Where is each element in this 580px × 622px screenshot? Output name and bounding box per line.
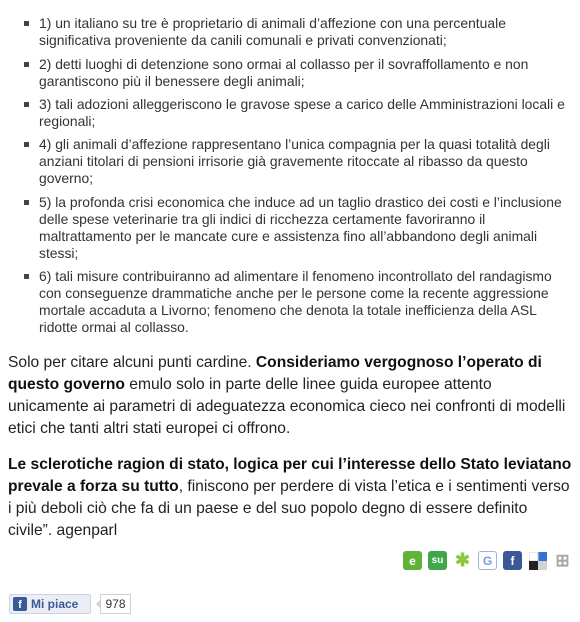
paragraph-2: Le sclerotiche ragion di stato, logica per cui l’interesse dello Stato leviatano prevale a forza su tutto, finiscono per perdere di vista l’etica e i sentimenti verso i più deboli ciò che fa di un paese e del suo popolo degno di essere definito civile”. agenparl	[8, 456, 572, 539]
bullet-icon	[24, 62, 29, 67]
bullet-icon	[24, 200, 29, 205]
bullet-icon	[24, 21, 29, 26]
like-count: 978	[100, 594, 131, 614]
bullet-icon	[24, 142, 29, 147]
stumbleupon-share-icon[interactable]: su	[428, 551, 447, 570]
facebook-icon: f	[13, 597, 27, 611]
like-button[interactable]	[9, 594, 91, 614]
bullet-icon	[24, 102, 29, 107]
list-item: 4) gli animali d’affezione rappresentano l’unica compagnia per la quasi totalità degli anziani titolari di pensioni irrisorie già gravemente ritoccate al ribasso da questo governo;	[39, 136, 575, 187]
like-label: Mi piace	[31, 597, 79, 611]
list-item: 3) tali adozioni alleggeriscono le gravose spese a carico delle Amministrazioni locali e regionali;	[39, 96, 575, 130]
google-share-icon[interactable]: G	[478, 551, 497, 570]
list-item: 2) detti luoghi di detenzione sono ormai al collasso per il sovraffollamento e non garantiscono più il benessere degli animali;	[39, 56, 575, 90]
paragraph-2-bold: Le sclerotiche ragion di stato, logica per cui l’interesse dello Stato leviatano prevale a forza su tutto	[8, 456, 572, 495]
more-share-icon[interactable]: ⊞	[555, 550, 570, 570]
evernote-share-icon[interactable]: e	[403, 551, 422, 570]
gear-share-icon[interactable]: ✱	[454, 550, 471, 570]
paragraph-1: Solo per citare alcuni punti cardine. Consideriamo vergognoso l’operato di questo governo emulo solo in parte delle linee guida europee attento unicamente ai parametri di adeguatezza economica cieco nei confronti di modelli etici che tanti altri stati europei ci offrono.	[8, 354, 566, 437]
share-bar	[403, 551, 573, 573]
list-item: 1) un italiano su tre è proprietario di animali d’affezione con una percentuale significativa proveniente da canili comunali e privati convenzionati;	[39, 15, 575, 49]
paragraph-1-bold: Consideriamo vergognoso l’operato di questo governo	[8, 354, 542, 393]
list-item: 6) tali misure contribuiranno ad alimentare il fenomeno incontrollato del randagismo con conseguenze drammatiche anche per le persone come la recente aggressione mortale accaduta a Livorno; fenomeno che denota la totale inefficienza della ASL ridotte ormai al collasso.	[39, 268, 575, 336]
bullet-icon	[24, 274, 29, 279]
list-item: 5) la profonda crisi economica che induce ad un taglio drastico dei costi e l’inclusione delle spese veterinarie tra gli indici di ricchezza certamente favoriranno il maltrattamento per le mancate cure e assistenza fino all’abbandono degli animali stessi;	[39, 194, 575, 262]
delicious-share-icon[interactable]	[528, 551, 547, 570]
facebook-share-icon[interactable]: f	[503, 551, 522, 570]
